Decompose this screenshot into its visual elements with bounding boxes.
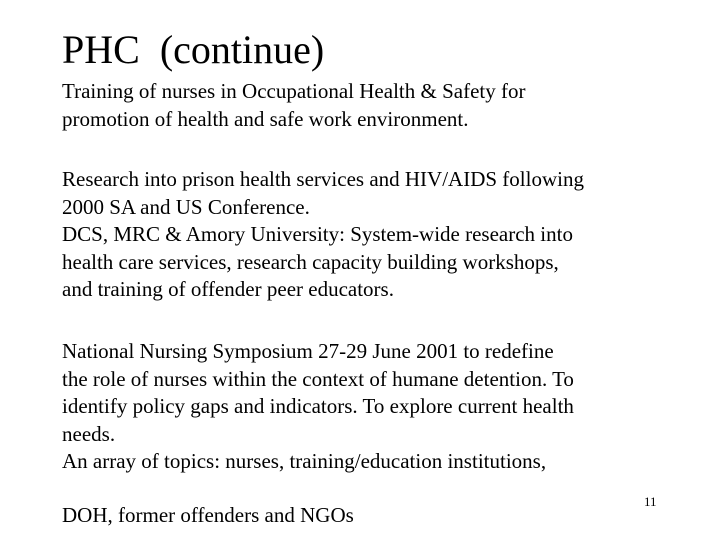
text-line: National Nursing Symposium 27-29 June 2001 to redefine [62,339,554,363]
text-line: 2000 SA and US Conference. [62,194,310,219]
slide-title: PHC (continue) [62,27,325,72]
text-line: and training of offender peer educators. [62,277,394,301]
text-line-continuation: DOH, former offenders and NGOs [62,503,354,527]
text-line: Research into prison health services and HIV/AIDS following [62,167,584,191]
paragraph-prison-health-research [62,166,662,304]
text-line: An array of topics: nurses, training/education institutions, [62,449,547,473]
text-line: promotion of health and safe work environment. [62,106,469,131]
paragraph-nursing-symposium [62,338,662,476]
text-line: health care services, research capacity building workshops, [62,249,559,274]
text-line: DCS, MRC & Amory University: System-wide research into [62,222,573,246]
text-line: Training of nurses in Occupational Health & Safety for [62,79,526,103]
paragraph-nurse-training [62,78,662,133]
text-line: the role of nurses within the context of humane detention. To [62,366,574,391]
page-number: 11 [644,494,657,509]
text-line: needs. [62,421,116,446]
text-line: identify policy gaps and indicators. To explore current health [62,394,574,418]
